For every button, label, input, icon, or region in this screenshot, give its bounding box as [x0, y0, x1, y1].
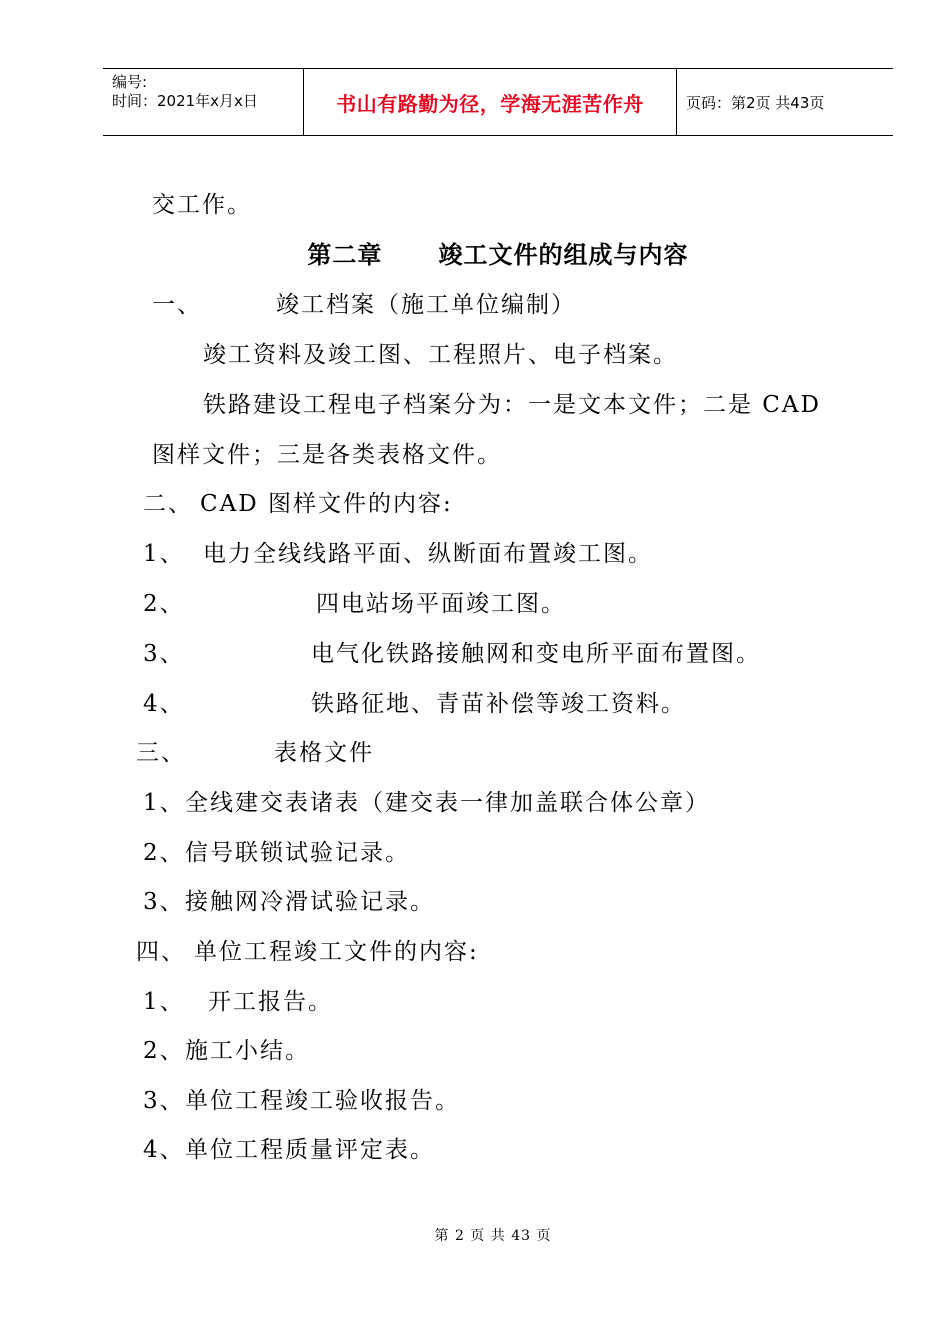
list-item-number: 4、: [143, 1137, 185, 1163]
section-3-title: 表格文件: [274, 740, 374, 766]
section-2-title: CAD 图样文件的内容:: [200, 491, 453, 517]
list-item-text: 接触网冷滑试验记录。: [185, 889, 435, 915]
page-footer: 第 2 页 共 43 页: [434, 1228, 552, 1244]
paragraph-2-line-2: 图样文件；三是各类表格文件。: [152, 442, 502, 468]
section-4-number: 四、: [136, 939, 186, 965]
list-item-number: 1、: [143, 790, 185, 816]
list-item-number: 2、: [143, 591, 185, 617]
section-1-number: 一、: [152, 292, 202, 318]
list-item-text: 四电站场平面竣工图。: [316, 591, 566, 617]
list-item-text: 全线建交表诸表（建交表一律加盖联合体公章）: [185, 790, 710, 816]
list-item-number: 4、: [143, 691, 185, 717]
list-item-number: 1、: [143, 541, 185, 567]
continued-text: 交工作。: [152, 192, 252, 218]
list-item-text: 单位工程质量评定表。: [185, 1137, 435, 1163]
list-item-number: 3、: [143, 889, 185, 915]
list-item-number: 2、: [143, 1038, 185, 1064]
section-2-number: 二、: [143, 491, 193, 517]
chapter-title: 第二章 竣工文件的组成与内容: [307, 240, 689, 269]
list-item-number: 3、: [143, 641, 185, 667]
list-item-text: 铁路征地、青苗补偿等竣工资料。: [311, 691, 686, 717]
paragraph-1: 竣工资料及竣工图、工程照片、电子档案。: [203, 342, 678, 368]
document-time-label: 时间：2021年x月x日: [112, 92, 258, 110]
list-item-text: 开工报告。: [208, 989, 333, 1015]
section-3-number: 三、: [136, 740, 186, 766]
header-motto: 书山有路勤为径，学海无涯苦作舟: [304, 69, 677, 135]
list-item-number: 1、: [143, 989, 185, 1015]
header-meta: [103, 69, 304, 135]
list-item-number: 2、: [143, 840, 185, 866]
document-number-label: 编号:: [112, 73, 148, 91]
page-header: [103, 68, 893, 136]
section-1-title: 竣工档案（施工单位编制）: [276, 292, 576, 318]
list-item-text: 施工小结。: [185, 1038, 310, 1064]
header-page-info: 页码：第2页 共43页: [686, 93, 825, 112]
list-item-text: 单位工程竣工验收报告。: [185, 1088, 460, 1114]
list-item-text: 信号联锁试验记录。: [185, 840, 410, 866]
list-item-text: 电气化铁路接触网和变电所平面布置图。: [311, 641, 761, 667]
section-4-title: 单位工程竣工文件的内容:: [194, 939, 479, 965]
list-item-number: 3、: [143, 1088, 185, 1114]
list-item-text: 电力全线线路平面、纵断面布置竣工图。: [203, 541, 653, 567]
paragraph-2-line-1: 铁路建设工程电子档案分为：一是文本文件；二是 CAD: [203, 392, 821, 418]
